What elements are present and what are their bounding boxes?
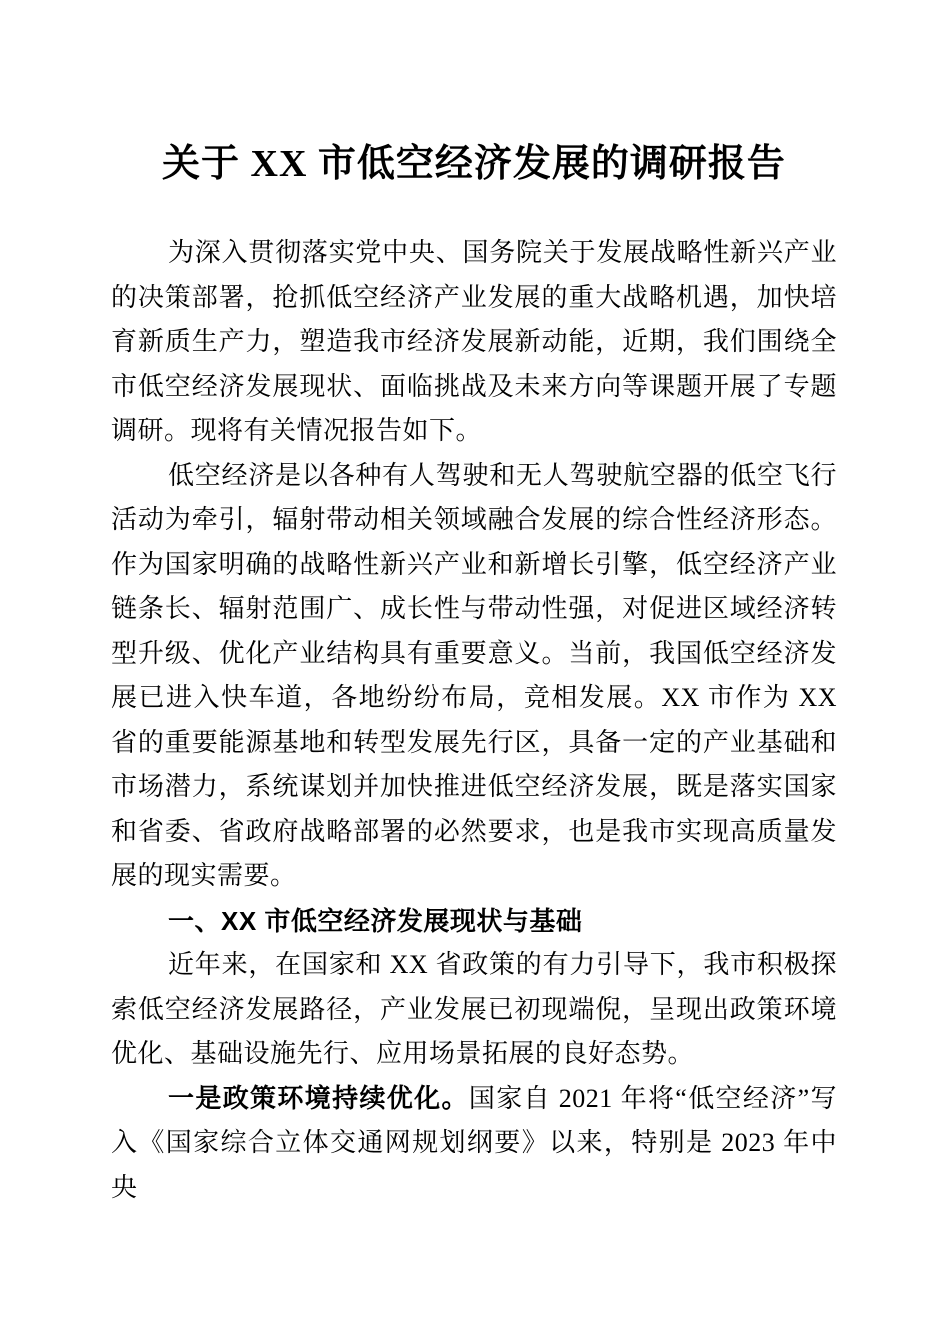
point-1-text: 国家自 2021 年将“低空经济”写入《国家综合立体交通网规划纲要》以来，特别是 2023 年中央 bbox=[111, 1083, 837, 1202]
section-heading-1: 一、XX 市低空经济发展现状与基础 bbox=[168, 905, 583, 936]
intro-paragraph-1: 为深入贯彻落实党中央、国务院关于发展战略性新兴产业的决策部署，抢抓低空经济产业发展的重大战略机遇，加快培育新质生产力，塑造我市经济发展新动能，近期，我们围绕全市低空经济发展现状、面临挑战及未来方向等课题开展了专题调研。现将有关情况报告如下。 bbox=[111, 238, 837, 445]
section-1-paragraph-1: 近年来，在国家和 XX 省政策的有力引导下，我市积极探索低空经济发展路径，产业发展已初现端倪，呈现出政策环境优化、基础设施先行、应用场景拓展的良好态势。 bbox=[111, 950, 837, 1068]
intro-paragraph-2: 低空经济是以各种有人驾驶和无人驾驶航空器的低空飞行活动为牵引，辐射带动相关领域融合发展的综合性经济形态。作为国家明确的战略性新兴产业和新增长引擎，低空经济产业链条长、辐射范围广、成长性与带动性强，对促进区域经济转型升级、优化产业结构具有重要意义。当前，我国低空经济发展已进入快车道，各地纷纷布局，竞相发展。XX 市作为 XX 省的重要能源基地和转型发展先行区，具备一定的产业基础和市场潜力，系统谋划并加快推进低空经济发展，既是落实国家和省委、省政府战略部署的必然要求，也是我市实现高质量发展的现实需要。 bbox=[111, 460, 837, 890]
point-1-paragraph bbox=[111, 1077, 837, 1211]
point-1-lead: 一是政策环境持续优化。 bbox=[168, 1083, 469, 1113]
document-title: 关于 XX 市低空经济发展的调研报告 bbox=[162, 143, 786, 185]
